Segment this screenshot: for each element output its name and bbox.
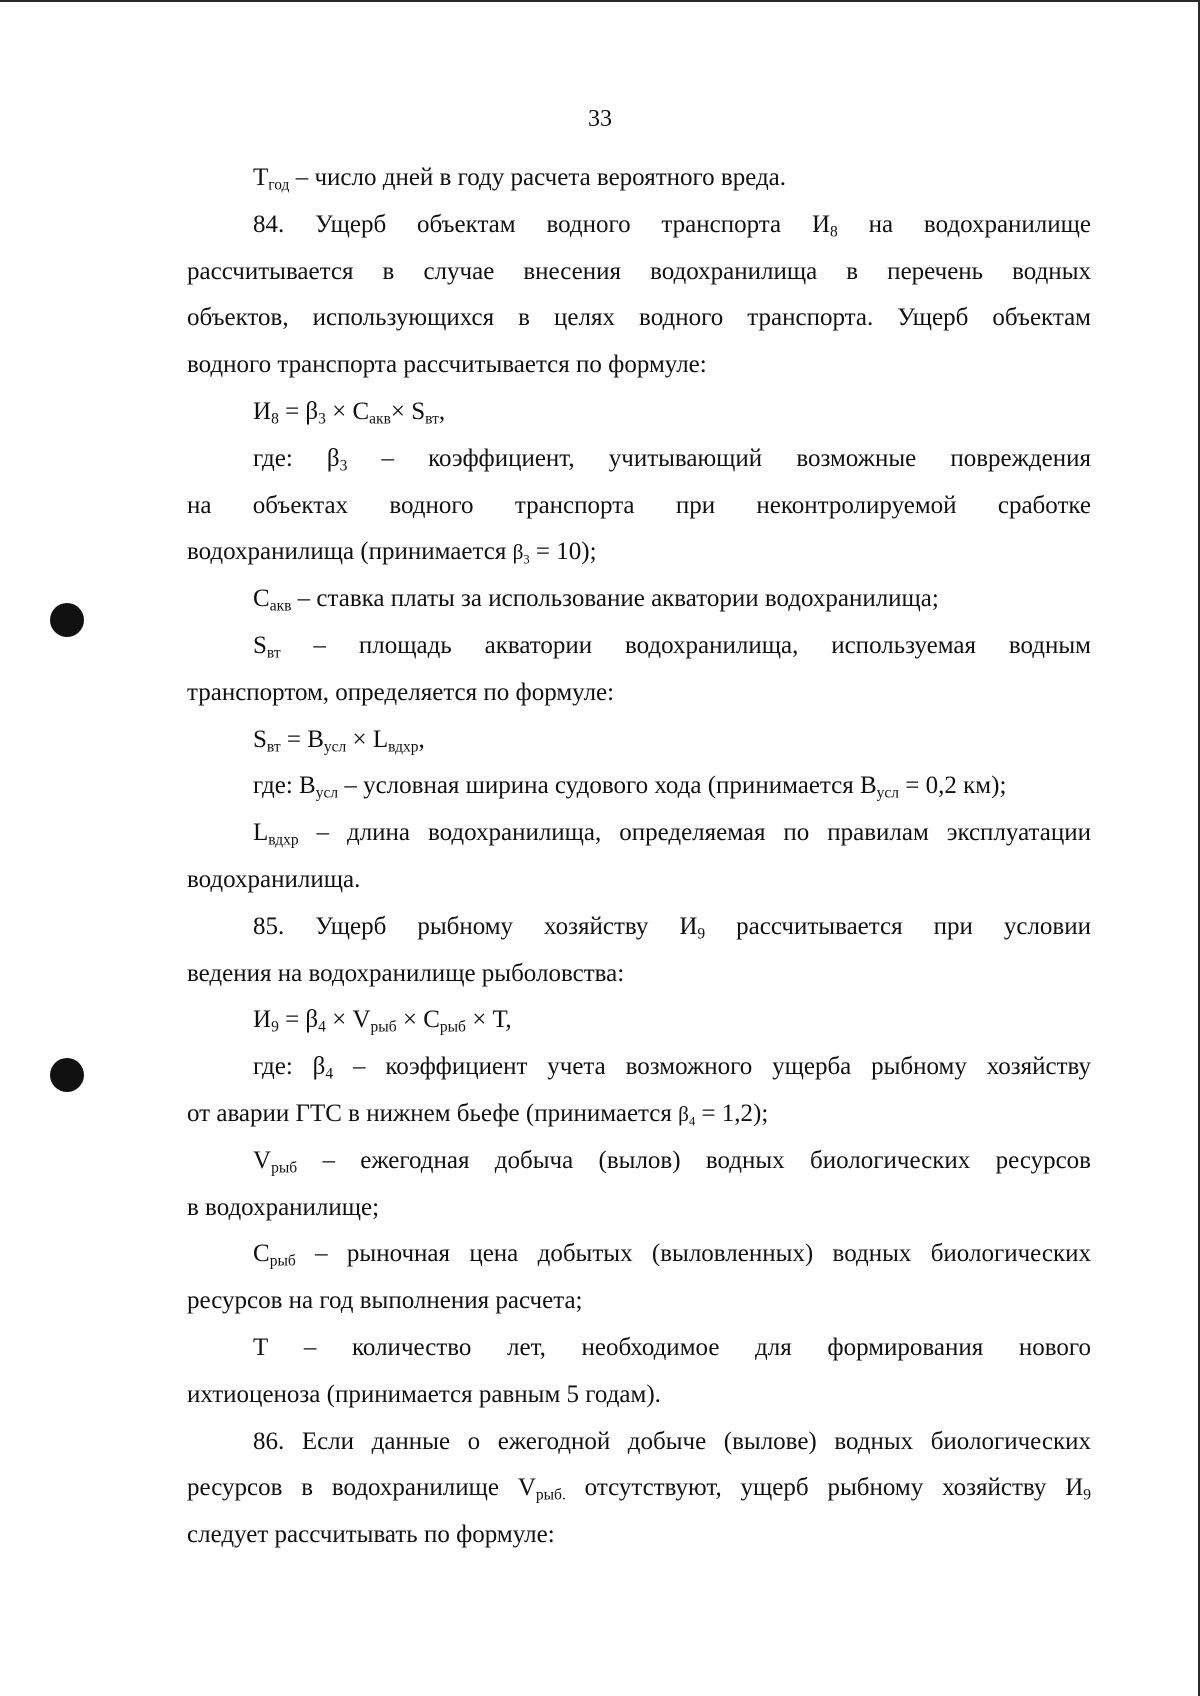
definition-v-ryb-line-1: $V_{рыб}$ – ежегодная добыча (вылов) водных биологических ресурсов — [253, 1146, 1091, 1177]
definition-beta4-line-1: где: $\beta_4$ – коэффициент учета возможного ущерба рыбному хозяйству — [253, 1053, 1091, 1083]
paragraph-86-line-3: следует рассчитывать по формуле: — [187, 1521, 555, 1549]
punch-hole-lower — [50, 1058, 84, 1092]
definition-beta4-line-2: от аварии ГТС в нижнем бьефе (принимается β4 = 1,2); — [187, 1099, 769, 1129]
definition-t-line-1: Т – количество лет, необходимое для формирования нового — [253, 1333, 1091, 1361]
page-number: 33 — [588, 106, 612, 132]
definition-l-vdhr-line-1: $L_{вдхр}$ – длина водохранилища, определяемая по правилам эксплуатации — [253, 819, 1091, 849]
paragraph-86-line-1: 86. Если данные о ежегодной добыче (вылове) водных биологических — [253, 1427, 1091, 1455]
definition-t-line-2: ихтиоценоза (принимается равным 5 годам). — [187, 1380, 661, 1408]
formula-i9: $И_9 = \beta_4 \times V_{рыб} \times С_{рыб} \times Т$, — [253, 1006, 512, 1036]
definition-c-ryb-line-1: $С_{рыб}$ – рыночная цена добытых (выловленных) водных биологических — [253, 1240, 1091, 1270]
line-t-god: $Т_{год}$ – число дней в году расчета вероятного вреда. — [253, 164, 787, 194]
paragraph-85-line-2: ведения на водохранилище рыболовства: — [187, 959, 625, 987]
definition-beta3-line-2: на объектах водного транспорта при неконтролируемой сработке — [187, 491, 1091, 519]
paragraph-84-line-4: водного транспорта рассчитывается по формуле: — [187, 351, 707, 379]
definition-s-vt-line-1: $S_{вт}$ – площадь акватории водохранилища, используемая водным — [253, 631, 1091, 662]
document-body — [187, 155, 1091, 1559]
paragraph-84-line-2: рассчитывается в случае внесения водохранилища в перечень водных — [187, 257, 1091, 285]
definition-c-ryb-line-2: ресурсов на год выполнения расчета; — [187, 1287, 583, 1315]
definition-b-usl: где: $В_{усл}$ – условная ширина судового хода (принимается $В_{усл} = 0,2$ км); — [253, 772, 1007, 802]
definition-beta3-line-3: водохранилища (принимается β3 = 10); — [187, 538, 597, 567]
paragraph-85-line-1: 85. Ущерб рыбному хозяйству $И_9$ рассчитывается при условии — [253, 912, 1091, 943]
definition-l-vdhr-line-2: водохранилища. — [187, 865, 361, 893]
paragraph-84-line-1: 84. Ущерб объектам водного транспорта $И_8$ на водохранилище — [253, 210, 1091, 241]
definition-beta3-line-1: где: $\beta_3$ – коэффициент, учитывающий возможные повреждения — [253, 444, 1091, 475]
definition-c-akv: $С_{акв}$ – ставка платы за использование акватории водохранилища; — [253, 585, 939, 615]
formula-i8: $И_8 = \beta_3 \times С_{акв}\times S_{вт}$, — [253, 397, 446, 428]
formula-s-vt: $S_{вт} = В_{усл} \times L_{вдхр}$, — [253, 725, 425, 756]
definition-s-vt-line-2: транспортом, определяется по формуле: — [187, 678, 615, 706]
definition-v-ryb-line-2: в водохранилище; — [187, 1193, 380, 1221]
punch-hole-upper — [50, 603, 84, 637]
paragraph-84-line-3: объектов, использующихся в целях водного транспорта. Ущерб объектам — [187, 304, 1091, 332]
paragraph-86-line-2: ресурсов в водохранилище $V_{рыб.}$ отсутствуют, ущерб рыбному хозяйству $И_9$ — [187, 1474, 1091, 1504]
